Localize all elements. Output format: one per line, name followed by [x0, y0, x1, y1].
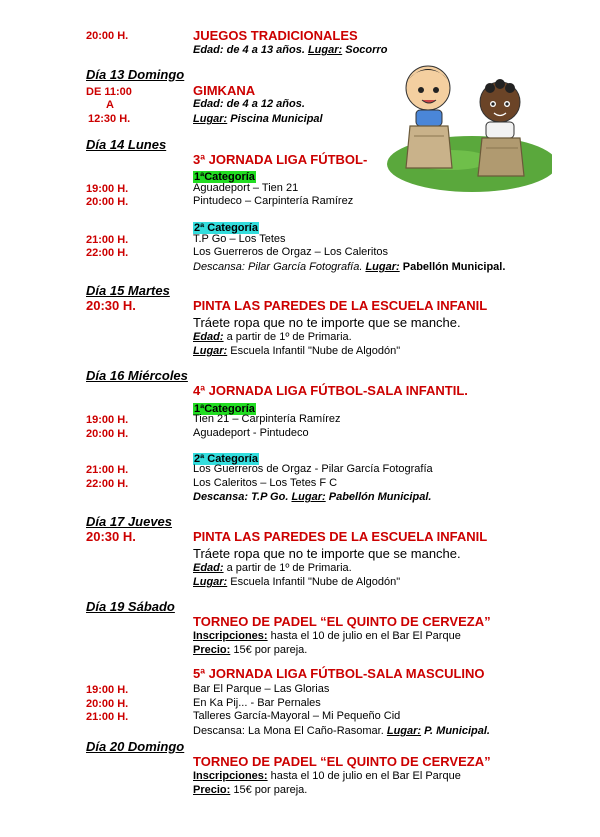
inscriptions-line [193, 630, 461, 642]
rest-value: La Mona El Caño-Rasomar. [248, 725, 384, 737]
place-value: Escuela Infantil "Nube de Algodón" [230, 576, 401, 588]
match-text: Tien 21 – Carpintería Ramírez [193, 413, 341, 425]
inscriptions-line [193, 770, 461, 782]
rest-line [193, 725, 490, 737]
event-title: 3ª JORNADA LIGA FÚTBOL- [193, 152, 368, 167]
event-title: TORNEO DE PADEL “EL QUINTO DE CERVEZA” [193, 614, 491, 629]
age-line [193, 331, 352, 343]
place-value: Escuela Infantil "Nube de Algodón" [230, 345, 401, 357]
place-label: Lugar: [386, 725, 422, 737]
event-title: PINTA LAS PAREDES DE LA ESCUELA INFANIL [193, 298, 488, 313]
category-label: 1ªCategoría [194, 403, 255, 415]
age-label: Edad: [193, 98, 224, 110]
event-note: Tráete ropa que no te importe que se manche. [193, 315, 461, 330]
price-label: Precio: [193, 784, 231, 796]
place-value: Pabellón Municipal. [402, 261, 506, 273]
inscriptions-label: Inscripciones: [193, 770, 268, 782]
place-label: Lugar: [193, 113, 228, 125]
time-label: 19:00 H. [86, 684, 129, 696]
age-value: de 4 a 13 años. [226, 44, 305, 56]
event-details [193, 44, 387, 56]
age-label: Edad: [193, 562, 224, 574]
match-text: Talleres García-Mayoral – Mi Pequeño Cid [193, 710, 401, 722]
event-details [193, 113, 323, 125]
match-text: Aguadeport - Pintudeco [193, 427, 309, 439]
place-label: Lugar: [307, 44, 343, 56]
day-heading: Día 16 Miércoles [86, 368, 188, 383]
day-heading: Día 17 Jueves [86, 514, 173, 529]
match-text: En Ka Pij... - Bar Pernales [193, 697, 321, 709]
time-label: 22:00 H. [86, 478, 129, 490]
rest-label: Descansa: [193, 261, 245, 273]
match-text: T.P Go – Los Tetes [193, 233, 286, 245]
time-label: 20:00 H. [86, 30, 129, 42]
time-label: 21:00 H. [86, 234, 129, 246]
match-text: Los Guerreros de Orgaz – Los Caleritos [193, 246, 389, 258]
time-label: 19:00 H. [86, 183, 129, 195]
age-value: a partir de 1º de Primaria. [226, 331, 352, 343]
time-label: 22:00 H. [86, 247, 129, 259]
time-label: 21:00 H. [86, 464, 129, 476]
place-value: Socorro [345, 44, 388, 56]
time-label: A [106, 99, 114, 111]
event-title: 4ª JORNADA LIGA FÚTBOL-SALA INFANTIL. [193, 383, 468, 398]
rest-label: Descansa: [193, 491, 249, 503]
time-label: 20:00 H. [86, 196, 129, 208]
kids-sack-race-illustration [380, 56, 552, 192]
time-label: 21:00 H. [86, 711, 129, 723]
day-heading: Día 13 Domingo [86, 67, 185, 82]
rest-value: T.P Go. [251, 491, 289, 503]
time-label: 20:00 H. [86, 698, 129, 710]
place-label: Lugar: [193, 576, 228, 588]
match-text: Aguadeport – Tien 21 [193, 182, 299, 194]
match-text: Los Caleritos – Los Tetes F C [193, 477, 338, 489]
place-line [193, 345, 400, 357]
category-label: 2ª Categoría [194, 453, 258, 465]
price-value: 15€ por pareja. [233, 644, 308, 656]
price-label: Precio: [193, 644, 231, 656]
match-text: Bar El Parque – Las Glorias [193, 683, 330, 695]
price-value: 15€ por pareja. [233, 784, 308, 796]
place-value: Piscina Municipal [230, 113, 323, 125]
time-label: 20:30 H. [86, 298, 136, 313]
category-label: 1ªCategoría [194, 171, 255, 183]
time-label: 20:30 H. [86, 529, 136, 544]
event-title: 5ª JORNADA LIGA FÚTBOL-SALA MASCULINO [193, 666, 485, 681]
inscriptions-value: hasta el 10 de julio en el Bar El Parque [270, 770, 461, 782]
event-details [193, 98, 305, 110]
rest-value: Pilar García Fotografía. [248, 261, 363, 273]
event-title: TORNEO DE PADEL “EL QUINTO DE CERVEZA” [193, 754, 491, 769]
inscriptions-label: Inscripciones: [193, 630, 268, 642]
inscriptions-value: hasta el 10 de julio en el Bar El Parque [270, 630, 461, 642]
place-value: P. Municipal. [424, 725, 490, 737]
time-label: 12:30 H. [88, 113, 131, 125]
place-value: Pabellón Municipal. [328, 491, 432, 503]
place-label: Lugar: [365, 261, 400, 273]
day-heading: Día 20 Domingo [86, 739, 185, 754]
time-label: DE 11:00 [86, 86, 132, 98]
rest-line [193, 261, 505, 273]
place-label: Lugar: [291, 491, 326, 503]
event-title: GIMKANA [193, 83, 256, 98]
rest-line [193, 491, 431, 503]
match-text: Pintudeco – Carpintería Ramírez [193, 195, 354, 207]
day-heading: Día 14 Lunes [86, 137, 167, 152]
age-line [193, 562, 352, 574]
price-line [193, 784, 307, 796]
age-value: de 4 a 12 años. [226, 98, 305, 110]
rest-label: Descansa: [193, 725, 245, 737]
day-heading: Día 15 Martes [86, 283, 170, 298]
age-label: Edad: [193, 331, 224, 343]
age-label: Edad: [193, 44, 224, 56]
place-line [193, 576, 400, 588]
price-line [193, 644, 307, 656]
category-label: 2ª Categoría [194, 222, 258, 234]
time-label: 20:00 H. [86, 428, 129, 440]
event-title: PINTA LAS PAREDES DE LA ESCUELA INFANIL [193, 529, 488, 544]
event-title: JUEGOS TRADICIONALES [193, 28, 358, 43]
place-label: Lugar: [193, 345, 228, 357]
event-note: Tráete ropa que no te importe que se manche. [193, 546, 461, 561]
age-value: a partir de 1º de Primaria. [226, 562, 352, 574]
time-label: 19:00 H. [86, 414, 129, 426]
match-text: Los Guerreros de Orgaz - Pilar García Fotografía [193, 463, 433, 475]
day-heading: Día 19 Sábado [86, 599, 175, 614]
